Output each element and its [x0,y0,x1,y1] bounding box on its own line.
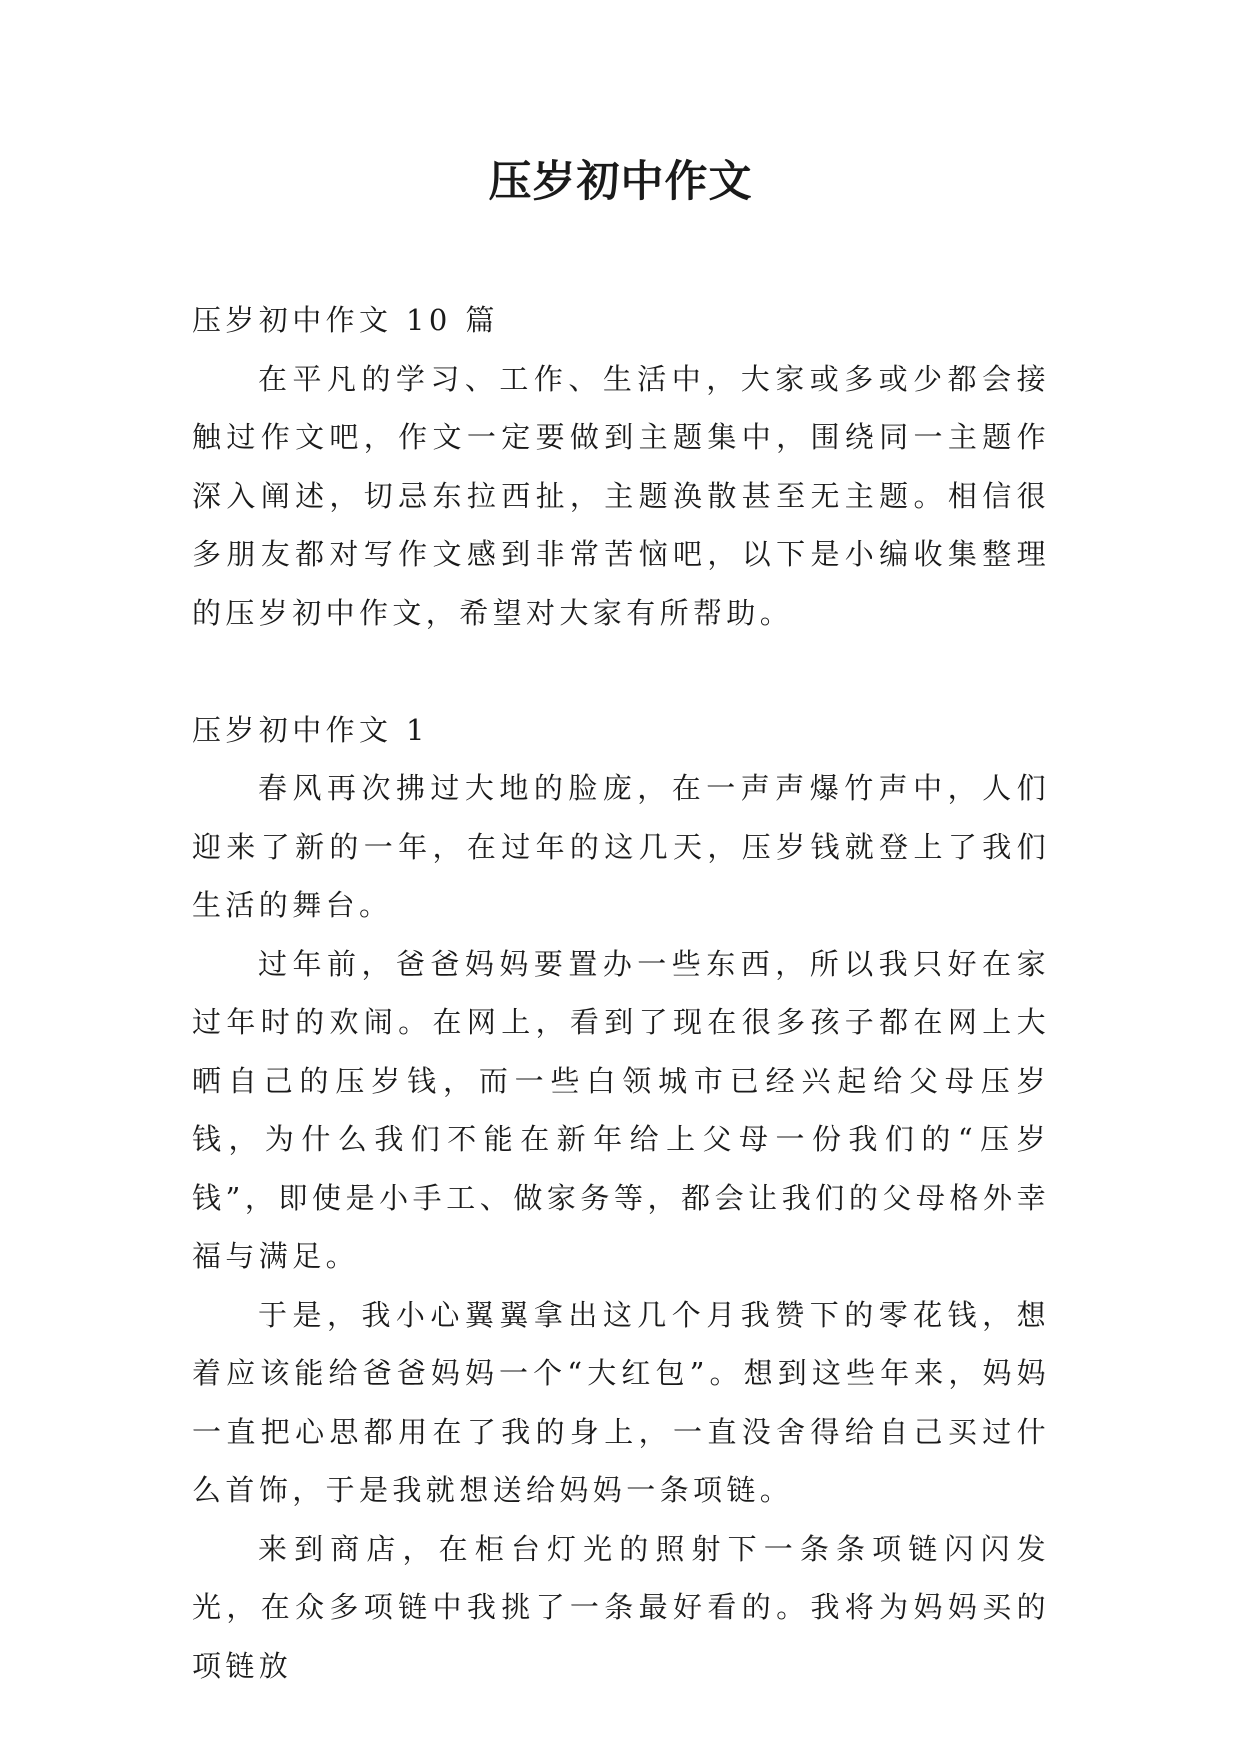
intro-paragraph: 在平凡的学习、工作、生活中，大家或多或少都会接触过作文吧，作文一定要做到主题集中，围绕同一主题作深入阐述，切忌东拉西扯，主题涣散甚至无主题。相信很多朋友都对写作文感到非常苦恼吧，以下是小编收集整理的压岁初中作文，希望对大家有所帮助。 [192,361,1050,630]
intro-heading: 压岁初中作文 10 篇 [192,303,499,337]
essay1-paragraph: 过年前，爸爸妈妈要置办一些东西，所以我只好在家过年时的欢闹。在网上，看到了现在很多孩子都在网上大晒自己的压岁钱，而一些白领城市已经兴起给父母压岁钱，为什么我们不能在新年给上父母一份我们的“压岁钱”，即使是小手工、做家务等，都会让我们的父母格外幸福与满足。 [192,946,1050,1273]
essay1-paragraph: 来到商店，在柜台灯光的照射下一条条项链闪闪发光，在众多项链中我挑了一条最好看的。我将为妈妈买的项链放 [192,1531,1050,1683]
essay1-paragraph: 春风再次拂过大地的脸庞，在一声声爆竹声中，人们迎来了新的一年，在过年的这几天，压岁钱就登上了我们生活的舞台。 [192,771,1050,922]
section-spacer [192,642,1050,701]
document-body [192,291,1050,1695]
document-title: 压岁初中作文 [488,157,753,207]
essay1-paragraph: 于是，我小心翼翼拿出这几个月我赞下的零花钱，想着应该能给爸爸妈妈一个“大红包”。想到这些年来，妈妈一直把心思都用在了我的身上，一直没舍得给自己买过什么首饰，于是我就想送给妈妈一条项链。 [192,1297,1050,1507]
essay1-heading: 压岁初中作文 1 [192,712,429,747]
